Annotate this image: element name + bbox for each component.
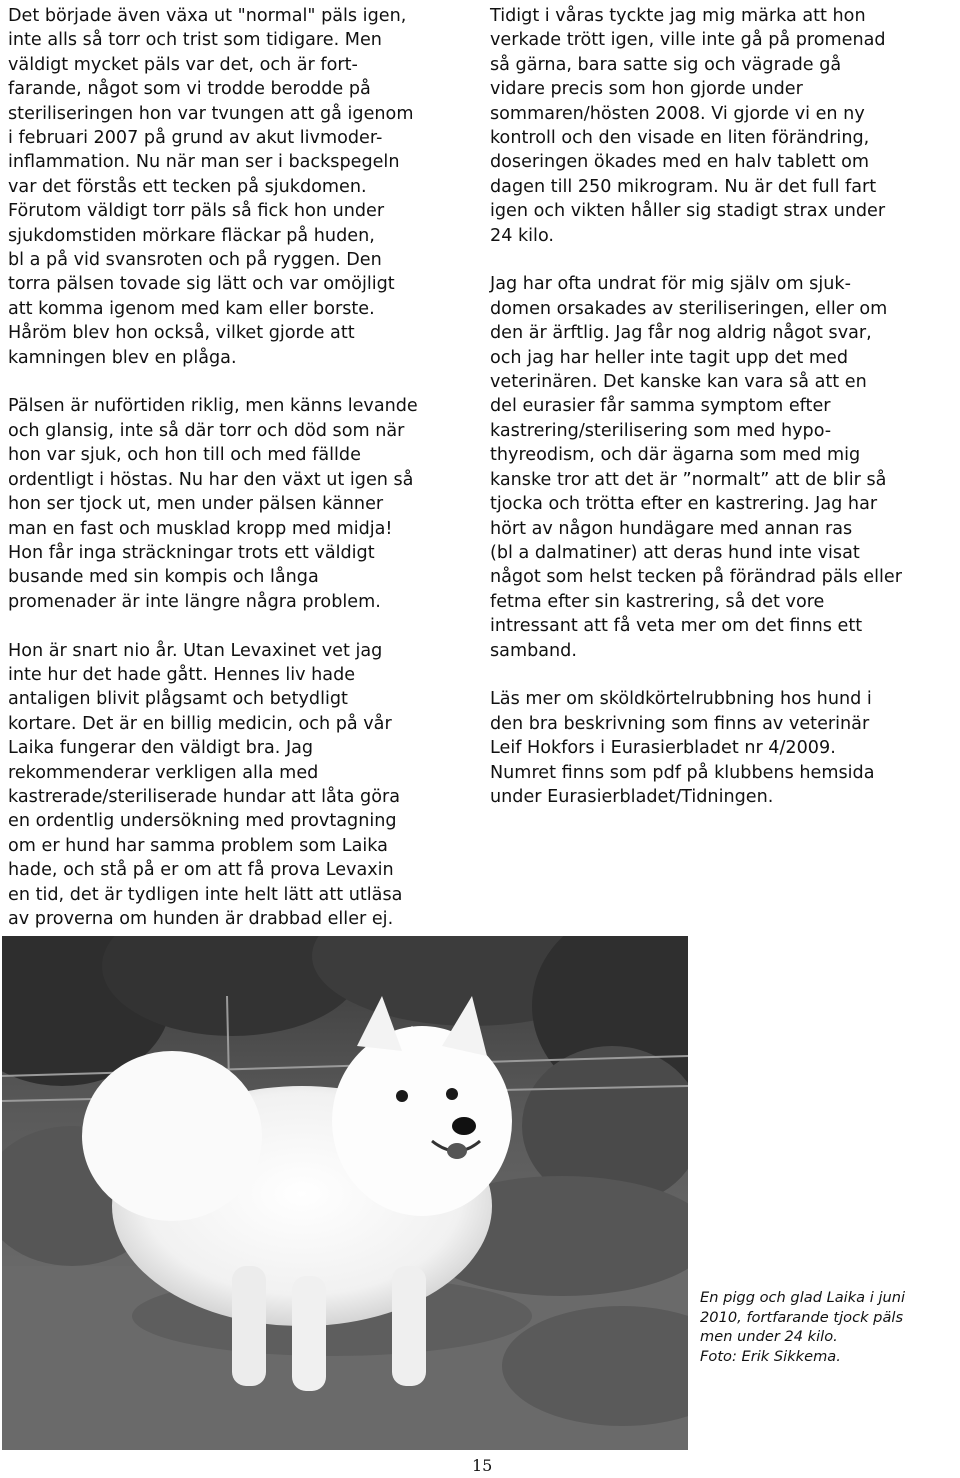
right-paragraph-1: Tidigt i våras tyckte jag mig märka att hon verkade trött igen, ville inte gå på promenad så gärna, bara satte sig och vägrade gå vidare precis som hon gjorde under sommaren/hösten 2008. Vi gjorde vi en ny kontroll och den visade en liten förändring, doseringen ökades med en halv tablett om dagen till 250 mikrogram. Nu är det full fart igen och vikten håller sig stadigt strax under 24 kilo. — [490, 6, 886, 246]
paragraph-gap — [8, 614, 486, 638]
right-column — [490, 4, 958, 809]
right-paragraph-2: Jag har ofta undrat för mig själv om sjuk- domen orsakades av steriliseringen, eller om den är ärftlig. Jag får nog aldrig något svar, och jag har heller inte tagit upp det med veterinären. Det kanske kan vara så att en del eurasier får samma symptom efter kastrering/sterilisering som med hypo- thyreodism, och där ägarna som med mig kanske tror att det är ”normalt” att de blir så tjocka och trötta efter en kastrering. Jag har hört av någon hundägare med annan ras (bl a dalmatiner) att deras hund inte visat något som helst tecken på förändrad päls eller fetma efter sin kastrering, så det vore intressant att få veta mer om det finns ett samband. — [490, 274, 902, 661]
dog-photo-illustration — [2, 936, 688, 1450]
left-paragraph-3: Hon är snart nio år. Utan Levaxinet vet jag inte hur det hade gått. Hennes liv hade antaligen blivit plågsamt och betydligt kortare. Det är en billig medicin, och på vår Laika fungerar den väldigt bra. Jag rekommenderar verkligen alla med kastrerade/steriliserade hundar att låta göra en ordentlig undersökning med provtagning om er hund har samma problem som Laika hade, och stå på er om att få prova Levaxin en tid, det är tydligen inte helt lätt att utläsa av proverna om hunden är drabbad eller ej. — [8, 640, 403, 929]
dog-photo — [2, 936, 688, 1450]
paragraph-gap — [490, 248, 958, 272]
left-paragraph-2: Pälsen är nuförtiden riklig, men känns levande och glansig, inte så där torr och död som när hon var sjuk, och hon till och med fällde ordentligt i höstas. Nu har den växt ut igen så hon ser tjock ut, men under pälsen känner man en fast och musklad kropp med midja! Hon får inga sträckningar trots ett väldigt busande med sin kompis och långa promenader är inte längre några problem. — [8, 396, 418, 612]
paragraph-gap — [490, 663, 958, 687]
paragraph-gap — [8, 370, 486, 394]
right-paragraph-3: Läs mer om sköldkörtelrubbning hos hund i den bra beskrivning som finns av veterinär Leif Hokfors i Eurasierbladet nr 4/2009. Numret finns som pdf på klubbens hemsida under Eurasierbladet/Tidningen. — [490, 689, 875, 807]
photo-caption: En pigg och glad Laika i juni 2010, fortfarande tjock päls men under 24 kilo. Foto: Erik Sikkema. — [700, 1289, 906, 1365]
left-column — [8, 4, 486, 931]
page-number: 15 — [472, 1456, 493, 1475]
left-paragraph-1: Det började även växa ut "normal" päls igen, inte alls så torr och trist som tidigare. Men väldigt mycket päls var det, och är fort- farande, något som vi trodde berodde på steriliseringen hon var tvungen att gå igenom i februari 2007 på grund av akut livmoder- inflammation. Nu när man ser i backspegeln var det förstås ett tecken på sjukdomen. Förutom väldigt torr päls så fick hon under sjukdomstiden mörkare fläckar på huden, bl a på vid svansroten och på ryggen. Den torra pälsen tovade sig lätt och var omöjligt att komma igenom med kam eller borste. Håröm blev hon också, vilket gjorde att kamningen blev en plåga. — [8, 6, 414, 368]
